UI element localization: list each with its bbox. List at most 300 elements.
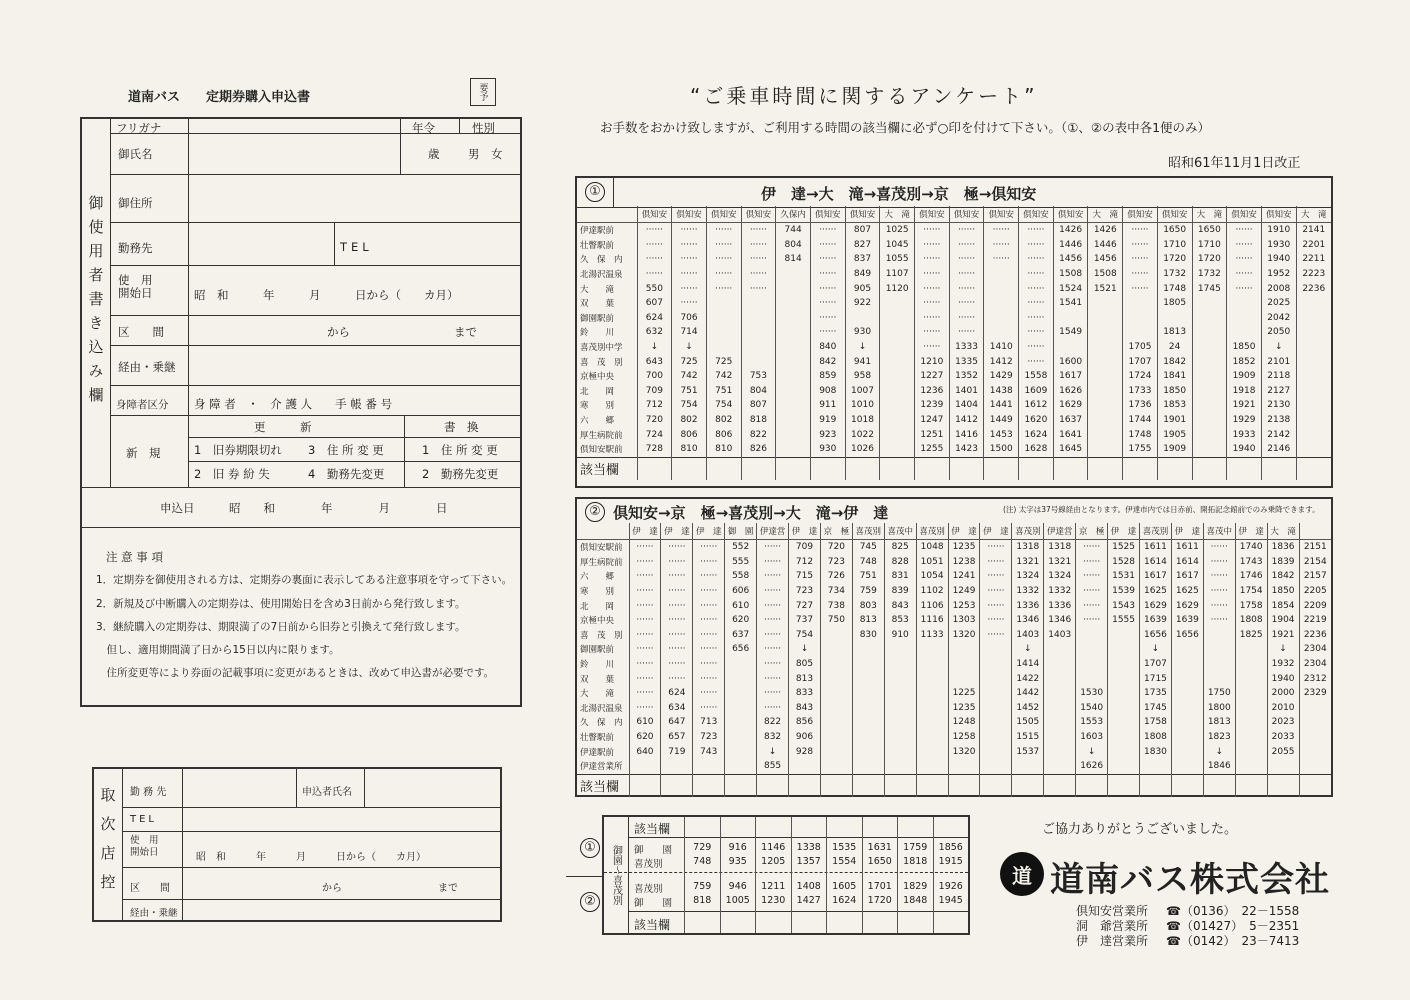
time-cell: 1629: [1053, 398, 1088, 413]
table-row: [577, 281, 1331, 296]
time-cell: 2050: [1261, 325, 1296, 340]
select-cell[interactable]: [1108, 774, 1140, 797]
time-cell: 726: [820, 569, 852, 584]
select-cell[interactable]: [1088, 457, 1123, 480]
table1-header: 大 滝: [1296, 206, 1331, 223]
time-cell: 1539: [1108, 584, 1140, 599]
time-cell: [1192, 427, 1227, 442]
stop-name: 厚生病院前: [580, 430, 623, 441]
table1-header: 大 滝: [1088, 206, 1123, 223]
stop-name: 北湯沢温泉: [580, 703, 623, 714]
select-cell[interactable]: [1012, 774, 1044, 797]
table2-header: 伊 達: [629, 523, 661, 540]
table2-grid: [577, 523, 1331, 797]
time-cell: [1108, 628, 1140, 643]
time-cell: [1108, 686, 1140, 701]
time-cell: [884, 701, 916, 716]
time-cell: ······: [757, 628, 789, 643]
select-cell[interactable]: [1261, 457, 1296, 480]
table3-r2a-label: 喜茂別: [634, 884, 663, 895]
time-cell: 759: [693, 881, 712, 892]
workplace-field[interactable]: [190, 224, 332, 264]
time-cell: ······: [629, 598, 661, 613]
agent-side-label: 取次店控: [94, 769, 123, 920]
time-cell: [984, 281, 1019, 296]
time-cell: ······: [757, 686, 789, 701]
time-cell: [1088, 442, 1123, 457]
time-cell: 804: [741, 384, 776, 399]
select-cell[interactable]: [741, 457, 776, 480]
select-cell[interactable]: [1227, 457, 1262, 480]
time-cell: 1235: [948, 701, 980, 716]
table1-footer-label: 該当欄: [577, 457, 637, 480]
time-cell: 849: [845, 267, 880, 282]
time-cell: 1952: [1261, 267, 1296, 282]
time-cell: ······: [1019, 296, 1054, 311]
new-label: 新 規: [126, 446, 161, 460]
time-cell: 1549: [1053, 325, 1088, 340]
time-cell: [1296, 427, 1331, 442]
start-date-value[interactable]: 昭 和 年 月 日から（ カ月）: [194, 288, 459, 302]
time-cell: 1318: [1044, 540, 1076, 555]
apply-date[interactable]: 申込日 昭 和 年 月 日: [160, 501, 448, 515]
note-line-1: 1．定期券を御使用される方は、定期券の裏面に表示してある注意事項を守って下さい。: [96, 574, 513, 586]
select-cell[interactable]: [880, 457, 915, 480]
table-row: [577, 730, 1331, 745]
select-cell[interactable]: [845, 457, 880, 480]
time-cell: 1524: [1053, 281, 1088, 296]
time-cell: 1732: [1192, 267, 1227, 282]
time-cell: 1626: [1076, 759, 1108, 774]
time-cell: ······: [706, 238, 741, 253]
time-cell: 1823: [1203, 730, 1235, 745]
renew-option-4[interactable]: 4 勤務先変更: [308, 467, 385, 481]
time-cell: ······: [629, 613, 661, 628]
table-row: [577, 413, 1331, 428]
select-cell[interactable]: [693, 774, 725, 797]
time-cell: 1754: [1235, 584, 1267, 599]
time-cell: 1720: [1157, 252, 1192, 267]
agent-start-value[interactable]: 昭 和 年 月 日から（ カ月）: [196, 852, 426, 863]
time-cell: ······: [693, 598, 725, 613]
time-cell: 1508: [1053, 267, 1088, 282]
time-cell: ······: [1019, 281, 1054, 296]
select-cell[interactable]: [884, 774, 916, 797]
time-cell: ······: [757, 598, 789, 613]
select-cell[interactable]: [810, 457, 845, 480]
time-cell: [884, 730, 916, 745]
time-cell: 1945: [938, 895, 963, 906]
time-cell: [852, 715, 884, 730]
time-cell: 822: [741, 427, 776, 442]
stop-name: 六 郷: [580, 416, 615, 427]
table2-header: 御 園: [725, 523, 757, 540]
stop-name: 双 葉: [580, 674, 615, 685]
select-cell[interactable]: [916, 774, 948, 797]
select-cell[interactable]: [1053, 457, 1088, 480]
time-cell: [880, 442, 915, 457]
time-cell: ······: [915, 223, 950, 238]
table-row: [577, 325, 1331, 340]
table2-header: 伊達営: [1044, 523, 1076, 540]
time-cell: 1614: [1171, 555, 1203, 570]
time-cell: 1332: [1044, 584, 1076, 599]
stop-name: 伊達営業所: [580, 762, 623, 773]
time-cell: 737: [789, 613, 821, 628]
time-cell: 1225: [948, 686, 980, 701]
time-cell: ······: [693, 613, 725, 628]
note-line-2: 2．新規及び中断購入の定期券は、使用開始日を含め3日前から発行致します。: [96, 598, 466, 610]
time-cell: 1236: [915, 384, 950, 399]
table-row: [577, 715, 1331, 730]
route-to: まで: [454, 325, 477, 339]
table-row: [577, 555, 1331, 570]
time-cell: 916: [728, 842, 747, 853]
time-cell: 720: [820, 540, 852, 555]
select-cell[interactable]: [776, 457, 811, 480]
time-cell: 1839: [1267, 555, 1299, 570]
select-cell[interactable]: [1157, 457, 1192, 480]
time-cell: 908: [810, 384, 845, 399]
time-cell: [629, 759, 661, 774]
time-cell: 1442: [1012, 686, 1044, 701]
time-cell: 1230: [761, 895, 786, 906]
time-cell: 1926: [938, 881, 963, 892]
table1-header: 倶知安: [1123, 206, 1158, 223]
table-row: [577, 701, 1331, 716]
time-cell: 1921: [1267, 628, 1299, 643]
time-cell: [820, 686, 852, 701]
time-cell: 725: [706, 354, 741, 369]
time-cell: [1088, 413, 1123, 428]
time-cell: 1449: [984, 413, 1019, 428]
company-name: 道南バス株式会社: [1050, 860, 1330, 900]
time-cell: 1628: [1019, 442, 1054, 457]
time-cell: [1171, 759, 1203, 774]
time-cell: 1745: [1140, 701, 1172, 716]
time-cell: 624: [637, 311, 672, 326]
time-cell: 714: [672, 325, 707, 340]
timetable-3: [602, 815, 970, 935]
time-cell: [880, 354, 915, 369]
time-cell: 1426: [1053, 223, 1088, 238]
time-cell: 2042: [1261, 311, 1296, 326]
time-cell: 2141: [1296, 223, 1331, 238]
time-cell: 1921: [1227, 398, 1262, 413]
time-cell: 810: [706, 442, 741, 457]
stamp-label: 要予: [477, 83, 488, 101]
select-cell[interactable]: [980, 774, 1012, 797]
renew-option-2[interactable]: 2 旧 券 紛 失: [194, 467, 270, 481]
time-cell: [1192, 384, 1227, 399]
time-cell: 2118: [1261, 369, 1296, 384]
time-cell: 1146: [761, 842, 786, 853]
time-cell: [1296, 384, 1331, 399]
time-cell: ······: [1227, 252, 1262, 267]
time-cell: 624: [661, 686, 693, 701]
time-cell: 1744: [1123, 413, 1158, 428]
time-cell: 1227: [915, 369, 950, 384]
time-cell: [1123, 296, 1158, 311]
time-cell: 1541: [1053, 296, 1088, 311]
table-row: [577, 759, 1331, 774]
renew-option-3[interactable]: 3 住 所 変 更: [308, 443, 384, 457]
time-cell: 825: [884, 540, 916, 555]
time-cell: [1192, 325, 1227, 340]
stop-name: 北 岡: [580, 601, 615, 612]
exchange-option-2[interactable]: 2 勤務先変更: [422, 467, 499, 481]
table1-header: 倶知安: [915, 206, 950, 223]
table-row: [577, 223, 1331, 238]
time-cell: [1044, 744, 1076, 759]
select-cell[interactable]: [706, 457, 741, 480]
time-cell: ······: [757, 569, 789, 584]
time-cell: ······: [661, 584, 693, 599]
select-cell[interactable]: [1044, 774, 1076, 797]
time-cell: [1235, 686, 1267, 701]
time-cell: [1235, 730, 1267, 745]
time-cell: 1624: [832, 895, 857, 906]
time-cell: ······: [980, 598, 1012, 613]
time-cell: 910: [884, 628, 916, 643]
time-cell: 1736: [1123, 398, 1158, 413]
time-cell: 804: [776, 238, 811, 253]
time-cell: [1044, 671, 1076, 686]
agent-tel-label: TEL: [130, 814, 157, 825]
table3-footer-top[interactable]: 該当欄: [634, 822, 671, 836]
time-cell: ······: [741, 223, 776, 238]
time-cell: [1203, 657, 1235, 672]
time-cell: [776, 369, 811, 384]
select-cell[interactable]: [820, 774, 852, 797]
time-cell: 720: [637, 413, 672, 428]
select-cell[interactable]: [1203, 774, 1235, 797]
time-cell: ······: [661, 657, 693, 672]
table-row: [577, 296, 1331, 311]
time-cell: 1235: [948, 540, 980, 555]
stop-name: 双 葉: [580, 299, 615, 310]
address-field[interactable]: [190, 176, 518, 221]
time-cell: 2146: [1261, 442, 1296, 457]
select-cell[interactable]: [1019, 457, 1054, 480]
time-cell: [948, 759, 980, 774]
time-cell: 1748: [1157, 281, 1192, 296]
time-cell: 1543: [1108, 598, 1140, 613]
time-cell: 1456: [1088, 252, 1123, 267]
time-cell: 2312: [1299, 671, 1331, 686]
time-cell: ······: [661, 540, 693, 555]
agent-copy-form: [92, 767, 502, 922]
select-cell[interactable]: [1296, 457, 1331, 480]
select-cell[interactable]: [949, 457, 984, 480]
time-cell: 1248: [948, 715, 980, 730]
time-cell: 806: [672, 427, 707, 442]
time-cell: ······: [1076, 613, 1108, 628]
time-cell: 1238: [948, 555, 980, 570]
time-cell: 759: [852, 584, 884, 599]
select-cell[interactable]: [672, 457, 707, 480]
time-cell: 1048: [916, 540, 948, 555]
agent-route-label: 区 間: [130, 883, 170, 894]
time-cell: [1088, 384, 1123, 399]
select-cell[interactable]: [948, 774, 980, 797]
table2-number: ②: [585, 502, 605, 522]
select-cell[interactable]: [915, 457, 950, 480]
select-cell[interactable]: [1192, 457, 1227, 480]
select-cell[interactable]: [1140, 774, 1172, 797]
table3-r1b-label: 喜茂別: [634, 859, 663, 870]
time-cell: 840: [810, 340, 845, 355]
time-cell: ······: [757, 613, 789, 628]
time-cell: [741, 340, 776, 355]
name-field[interactable]: [190, 135, 398, 173]
select-cell[interactable]: [984, 457, 1019, 480]
time-cell: 1553: [1076, 715, 1108, 730]
stop-name: 御園駅前: [580, 313, 615, 324]
time-cell: 1724: [1123, 369, 1158, 384]
table2-header: 伊達営: [757, 523, 789, 540]
time-cell: [1108, 715, 1140, 730]
time-cell: ······: [693, 642, 725, 657]
time-cell: 1710: [1192, 238, 1227, 253]
time-cell: 1745: [1192, 281, 1227, 296]
exchange-option-1[interactable]: 1 住 所 変 更: [422, 443, 498, 457]
select-cell[interactable]: [1076, 774, 1108, 797]
table-row: [577, 642, 1331, 657]
time-cell: [1076, 671, 1108, 686]
agent-start-label: 使 用 開始日: [130, 835, 159, 858]
time-cell: 1850: [1267, 584, 1299, 599]
time-cell: [776, 427, 811, 442]
time-cell: [776, 442, 811, 457]
time-cell: 1211: [761, 881, 786, 892]
select-cell[interactable]: [852, 774, 884, 797]
table-row: [577, 657, 1331, 672]
time-cell: ······: [637, 267, 672, 282]
time-cell: ······: [915, 296, 950, 311]
time-cell: ······: [706, 223, 741, 238]
select-cell[interactable]: [757, 774, 789, 797]
time-cell: 724: [637, 427, 672, 442]
stop-name: 鈴 川: [580, 660, 615, 671]
time-cell: 1629: [1171, 598, 1203, 613]
time-cell: [1296, 340, 1331, 355]
select-cell[interactable]: [637, 457, 672, 480]
table2-header: 喜茂別: [1140, 523, 1172, 540]
time-cell: 1836: [1267, 540, 1299, 555]
time-cell: 1625: [1171, 584, 1203, 599]
time-cell: ······: [984, 223, 1019, 238]
time-cell: [1044, 701, 1076, 716]
time-cell: 1005: [725, 895, 750, 906]
time-cell: ······: [693, 686, 725, 701]
time-cell: 839: [884, 584, 916, 599]
time-cell: 1656: [1140, 628, 1172, 643]
time-cell: ······: [661, 671, 693, 686]
time-cell: 2219: [1299, 613, 1331, 628]
time-cell: 1452: [1012, 701, 1044, 716]
time-cell: [1296, 354, 1331, 369]
time-cell: 743: [693, 744, 725, 759]
time-cell: ······: [810, 223, 845, 238]
time-cell: 1710: [1157, 238, 1192, 253]
select-cell[interactable]: [1267, 774, 1299, 797]
time-cell: ······: [672, 267, 707, 282]
time-cell: [916, 701, 948, 716]
timetable-1: [575, 176, 1333, 488]
select-cell[interactable]: [661, 774, 693, 797]
table1-header: 倶知安: [1157, 206, 1192, 223]
time-cell: 748: [693, 856, 712, 867]
time-cell: ······: [949, 223, 984, 238]
time-cell: 1650: [1192, 223, 1227, 238]
time-cell: 1631: [867, 842, 892, 853]
time-cell: ······: [1227, 223, 1262, 238]
time-cell: 1247: [915, 413, 950, 428]
table3-footer-bottom[interactable]: 該当欄: [634, 918, 671, 932]
table1-header: 倶知安: [1227, 206, 1262, 223]
time-cell: 1901: [1157, 413, 1192, 428]
time-cell: [1157, 311, 1192, 326]
time-cell: ······: [1203, 613, 1235, 628]
time-cell: ······: [915, 267, 950, 282]
time-cell: [1088, 369, 1123, 384]
time-cell: 1333: [949, 340, 984, 355]
select-cell[interactable]: [1235, 774, 1267, 797]
time-cell: ······: [757, 671, 789, 686]
table-row: [577, 686, 1331, 701]
time-cell: 1338: [796, 842, 821, 853]
time-cell: [1235, 642, 1267, 657]
time-cell: [1299, 715, 1331, 730]
table2-header: 京 極: [820, 523, 852, 540]
table-row: [577, 427, 1331, 442]
time-cell: 1412: [949, 413, 984, 428]
time-cell: 1505: [1012, 715, 1044, 730]
select-cell[interactable]: [629, 774, 661, 797]
table-row: [577, 628, 1331, 643]
select-cell[interactable]: [1171, 774, 1203, 797]
time-cell: [1012, 759, 1044, 774]
table-row: [577, 671, 1331, 686]
time-cell: ······: [1019, 354, 1054, 369]
time-cell: 1600: [1053, 354, 1088, 369]
renew-option-1[interactable]: 1 旧券期限切れ: [194, 443, 282, 457]
select-cell[interactable]: [1123, 457, 1158, 480]
time-cell: 1318: [1012, 540, 1044, 555]
time-cell: 1620: [1019, 413, 1054, 428]
time-cell: 1422: [1012, 671, 1044, 686]
time-cell: 1412: [984, 354, 1019, 369]
time-cell: [1171, 642, 1203, 657]
stop-name: 北湯沢温泉: [580, 270, 623, 281]
select-cell[interactable]: [725, 774, 757, 797]
time-cell: 1909: [1227, 369, 1262, 384]
time-cell: [1192, 413, 1227, 428]
select-cell[interactable]: [1299, 774, 1331, 797]
time-cell: 1743: [1235, 555, 1267, 570]
time-cell: 745: [852, 540, 884, 555]
time-cell: 1414: [1012, 657, 1044, 672]
time-cell: [1171, 671, 1203, 686]
select-cell[interactable]: [789, 774, 821, 797]
table3-r2b-label: 御 園: [634, 898, 673, 909]
time-cell: 2101: [1261, 354, 1296, 369]
time-cell: ······: [810, 311, 845, 326]
time-cell: 856: [789, 715, 821, 730]
time-cell: 1733: [1123, 384, 1158, 399]
time-cell: 906: [789, 730, 821, 745]
